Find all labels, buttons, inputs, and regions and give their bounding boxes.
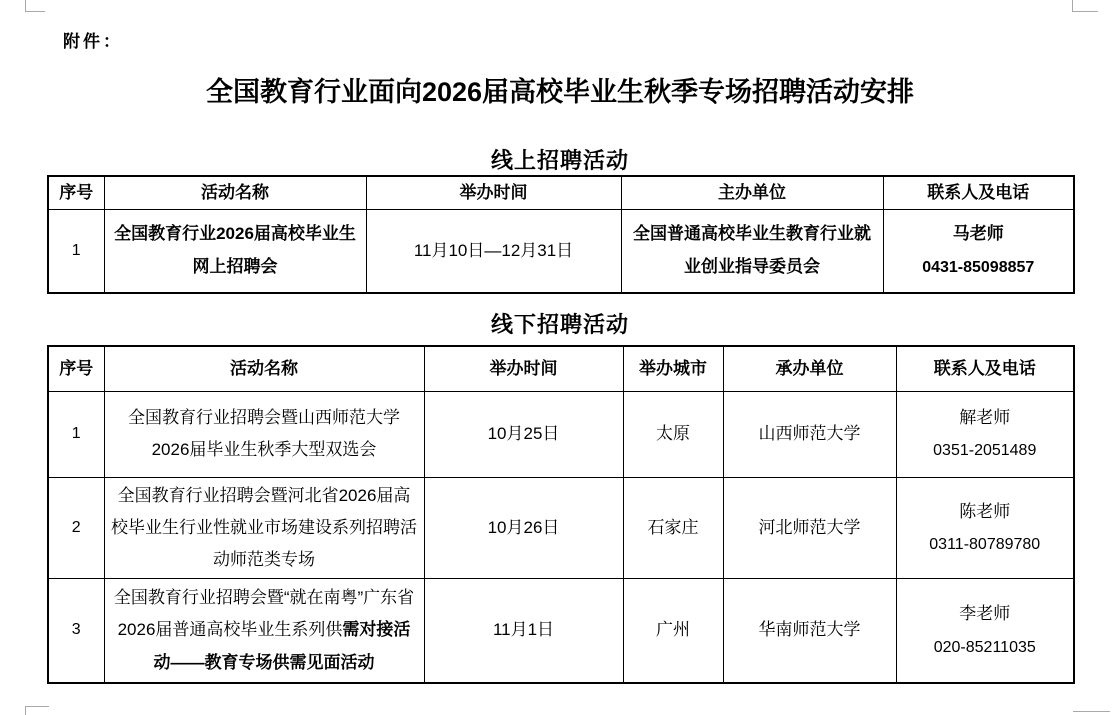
margin-mark-top-left [25,0,45,12]
cell-city: 广州 [623,579,723,683]
column-header-organizer: 主办单位 [621,176,883,209]
column-header-contact: 联系人及电话 [896,346,1074,391]
contact-phone: 0351-2051489 [933,441,1037,459]
cell-time: 11月1日 [424,579,623,683]
cell-row-number: 3 [48,579,104,683]
cell-organizer: 山西师范大学 [723,391,896,477]
margin-mark-bottom-left [25,706,49,715]
cell-activity-name: 全国教育行业招聘会暨山西师范大学2026届毕业生秋季大型双选会 [104,391,424,477]
contact-phone: 0311-80789780 [929,535,1041,553]
contact-name: 李老师 [959,604,1011,624]
cell-city: 太原 [623,391,723,477]
cell-row-number: 1 [48,209,104,293]
cell-contact [896,391,1074,477]
column-header-no: 序号 [48,346,104,391]
cell-activity-name [104,579,424,683]
margin-mark-bottom-right [1073,711,1110,715]
cell-row-number: 1 [48,391,104,477]
activity-name-main: 全国教育行业招聘会暨“就在南粤”广东省2026届普通高校毕业生系列供 [113,588,415,640]
margin-mark-top-right [1072,0,1098,12]
cell-organizer: 全国普通高校毕业生教育行业就业创业指导委员会 [621,209,883,293]
column-header-no: 序号 [48,176,104,209]
online-section-heading: 线上招聘活动 [490,148,629,173]
contact-phone: 020-85211035 [933,638,1036,656]
column-header-city: 举办城市 [623,346,723,391]
column-header-time: 举办时间 [366,176,621,209]
cell-row-number: 2 [48,477,104,579]
column-header-time: 举办时间 [424,346,623,391]
contact-name: 陈老师 [959,501,1011,521]
contact-name: 解老师 [959,407,1011,427]
cell-time: 11月10日—12月31日 [366,209,621,293]
cell-contact [883,209,1074,293]
offline-table-header-row [48,346,1074,391]
cell-time: 10月26日 [424,477,623,579]
contact-name: 马老师 [952,224,1004,244]
cell-city: 石家庄 [623,477,723,579]
column-header-organizer: 承办单位 [723,346,896,391]
page-title: 全国教育行业面向2026届高校毕业生秋季专场招聘活动安排 [205,77,915,107]
offline-recruitment-table [47,345,1075,684]
column-header-activity-name: 活动名称 [104,346,424,391]
online-recruitment-table [47,175,1075,294]
table-row [48,391,1074,477]
online-table-header-row [48,176,1074,209]
column-header-activity-name: 活动名称 [104,176,366,209]
column-header-contact: 联系人及电话 [883,176,1074,209]
table-row [48,579,1074,683]
cell-organizer: 华南师范大学 [723,579,896,683]
activity-name-suffix: 需对接活动——教育专场供需见面活动 [153,620,411,672]
cell-activity-name: 全国教育行业招聘会暨河北省2026届高校毕业生行业性就业市场建设系列招聘活动师范类专场 [104,477,424,579]
table-row [48,477,1074,579]
cell-organizer: 河北师范大学 [723,477,896,579]
cell-contact [896,477,1074,579]
cell-contact [896,579,1074,683]
offline-section-heading: 线下招聘活动 [490,312,629,337]
cell-activity-name: 全国教育行业2026届高校毕业生网上招聘会 [104,209,366,293]
cell-time: 10月25日 [424,391,623,477]
contact-phone: 0431-85098857 [922,258,1035,276]
table-row [48,209,1074,293]
attachment-label: 附件： [63,32,123,51]
